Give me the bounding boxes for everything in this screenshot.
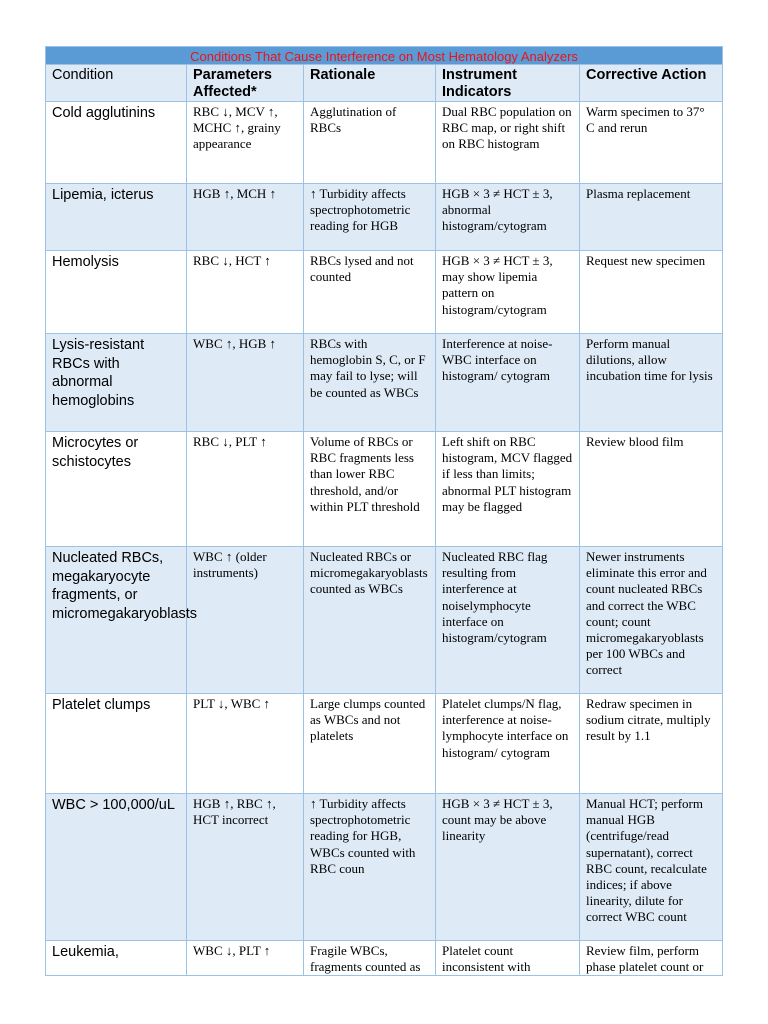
parameters-cell: WBC ↑, HGB ↑	[187, 334, 304, 432]
table-title: Conditions That Cause Interference on Most Hematology Analyzers	[46, 47, 723, 65]
table-title-row	[46, 47, 723, 65]
corrective-action-cell: Request new specimen	[580, 251, 723, 334]
indicators-cell: HGB × 3 ≠ HCT ± 3, may show lipemia pattern on histogram/cytogram	[436, 251, 580, 334]
table-row	[46, 694, 723, 794]
corrective-action-cell: Plasma replacement	[580, 184, 723, 251]
table-row	[46, 794, 723, 941]
parameters-cell: RBC ↓, PLT ↑	[187, 432, 304, 547]
header-corrective-action: Corrective Action	[580, 65, 723, 102]
condition-cell: Leukemia,	[46, 941, 187, 976]
indicators-cell: Interference at noise-WBC interface on histogram/ cytogram	[436, 334, 580, 432]
corrective-action-cell: Redraw specimen in sodium citrate, multiply result by 1.1	[580, 694, 723, 794]
rationale-cell: RBCs with hemoglobin S, C, or F may fail to lyse; will be counted as WBCs	[304, 334, 436, 432]
table-header-row	[46, 65, 723, 102]
condition-cell: WBC > 100,000/uL	[46, 794, 187, 941]
rationale-cell: Nucleated RBCs or micromegakaryoblasts counted as WBCs	[304, 547, 436, 694]
header-instrument-indicators: Instrument Indicators	[436, 65, 580, 102]
table-row	[46, 102, 723, 184]
rationale-cell: RBCs lysed and not counted	[304, 251, 436, 334]
indicators-cell: Platelet clumps/N flag, interference at noise-lymphocyte interface on histogram/ cytogram	[436, 694, 580, 794]
interference-table	[45, 46, 723, 976]
rationale-cell: Large clumps counted as WBCs and not platelets	[304, 694, 436, 794]
condition-cell: Microcytes or schistocytes	[46, 432, 187, 547]
table-row	[46, 184, 723, 251]
table-row	[46, 941, 723, 976]
parameters-cell: RBC ↓, MCV ↑, MCHC ↑, grainy appearance	[187, 102, 304, 184]
parameters-cell: HGB ↑, MCH ↑	[187, 184, 304, 251]
indicators-cell: HGB × 3 ≠ HCT ± 3, abnormal histogram/cytogram	[436, 184, 580, 251]
parameters-cell: HGB ↑, RBC ↑, HCT incorrect	[187, 794, 304, 941]
corrective-action-cell: Newer instruments eliminate this error and count nucleated RBCs and correct the WBC count; count micromegakaryoblasts per 100 WBCs and correct	[580, 547, 723, 694]
header-parameters-affected: Parameters Affected*	[187, 65, 304, 102]
corrective-action-cell: Review blood film	[580, 432, 723, 547]
rationale-cell: Fragile WBCs, fragments counted as	[304, 941, 436, 976]
table-row	[46, 547, 723, 694]
indicators-cell: Nucleated RBC flag resulting from interference at noiselymphocyte interface on histogram/cytogram	[436, 547, 580, 694]
indicators-cell: Platelet count inconsistent with	[436, 941, 580, 976]
condition-cell: Hemolysis	[46, 251, 187, 334]
parameters-cell: WBC ↓, PLT ↑	[187, 941, 304, 976]
corrective-action-cell: Manual HCT; perform manual HGB (centrifuge/read supernatant), correct RBC count, recalculate indices; if above linearity, dilute for correct WBC count	[580, 794, 723, 941]
rationale-cell: Volume of RBCs or RBC fragments less than lower RBC threshold, and/or within PLT threshold	[304, 432, 436, 547]
table-row	[46, 251, 723, 334]
indicators-cell: Dual RBC population on RBC map, or right shift on RBC histogram	[436, 102, 580, 184]
parameters-cell: WBC ↑ (older instruments)	[187, 547, 304, 694]
indicators-cell: HGB × 3 ≠ HCT ± 3, count may be above linearity	[436, 794, 580, 941]
header-rationale: Rationale	[304, 65, 436, 102]
condition-cell: Nucleated RBCs, megakaryocyte fragments, or micromegakaryoblasts	[46, 547, 187, 694]
parameters-cell: PLT ↓, WBC ↑	[187, 694, 304, 794]
header-condition: Condition	[46, 65, 187, 102]
rationale-cell: ↑ Turbidity affects spectrophotometric reading for HGB, WBCs counted with RBC coun	[304, 794, 436, 941]
condition-cell: Platelet clumps	[46, 694, 187, 794]
parameters-cell: RBC ↓, HCT ↑	[187, 251, 304, 334]
corrective-action-cell: Perform manual dilutions, allow incubation time for lysis	[580, 334, 723, 432]
table-row	[46, 334, 723, 432]
table-row	[46, 432, 723, 547]
rationale-cell: ↑ Turbidity affects spectrophotometric reading for HGB	[304, 184, 436, 251]
corrective-action-cell: Warm specimen to 37° C and rerun	[580, 102, 723, 184]
condition-cell: Lysis-resistant RBCs with abnormal hemoglobins	[46, 334, 187, 432]
condition-cell: Lipemia, icterus	[46, 184, 187, 251]
corrective-action-cell: Review film, perform phase platelet count or	[580, 941, 723, 976]
indicators-cell: Left shift on RBC histogram, MCV flagged if less than limits; abnormal PLT histogram may be flagged	[436, 432, 580, 547]
rationale-cell: Agglutination of RBCs	[304, 102, 436, 184]
condition-cell: Cold agglutinins	[46, 102, 187, 184]
